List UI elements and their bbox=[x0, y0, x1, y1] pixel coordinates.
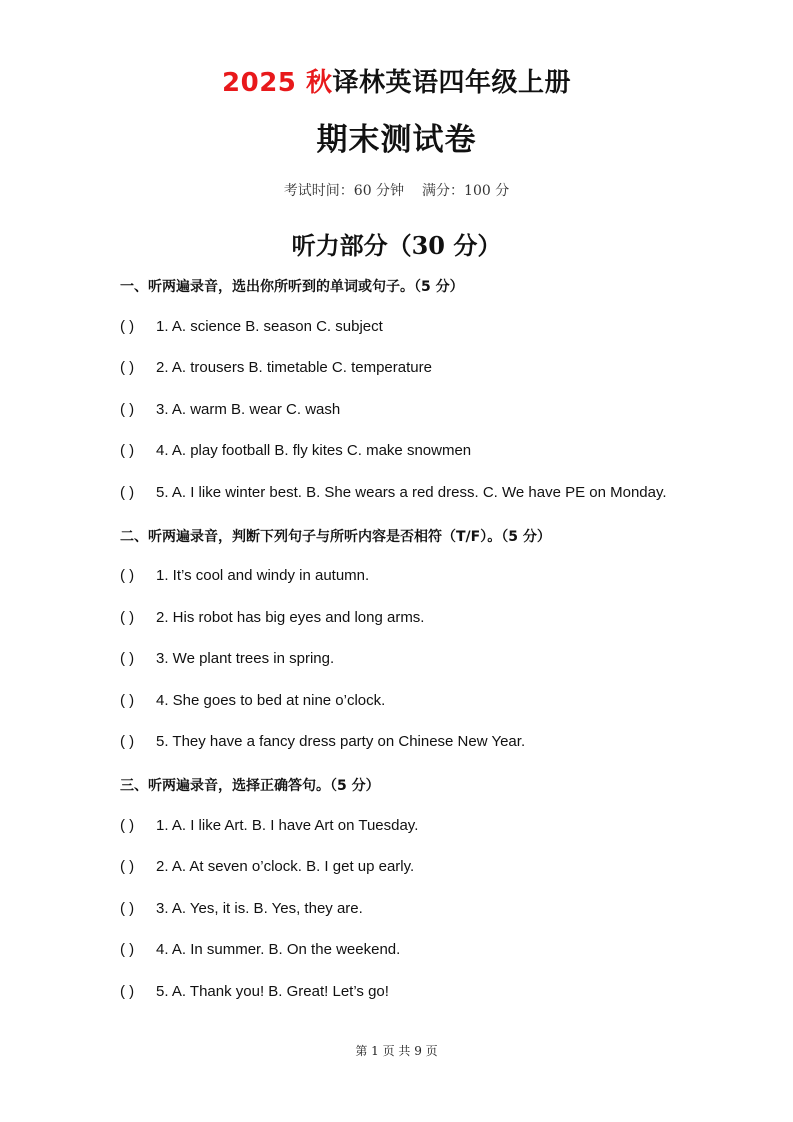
answer-bracket: ( ) bbox=[120, 442, 135, 459]
answer-bracket: ( ) bbox=[120, 567, 135, 584]
question-item bbox=[120, 401, 340, 418]
exam-info bbox=[0, 180, 793, 200]
question-item bbox=[120, 817, 418, 834]
question-text: 5. A. I like winter best. B. She wears a red dress. C. We have PE on Monday. bbox=[156, 484, 667, 501]
question-item bbox=[120, 650, 334, 667]
exam-title bbox=[0, 62, 793, 99]
question-item bbox=[120, 567, 369, 584]
part3-heading: 三、听两遍录音，选择正确答句。（5 分） bbox=[120, 778, 380, 794]
question-item bbox=[120, 900, 363, 917]
question-text: 2. A. At seven o’clock. B. I get up early. bbox=[156, 858, 415, 875]
exam-title-subject: 译林英语四年级上册 bbox=[332, 68, 571, 98]
question-item bbox=[120, 858, 414, 875]
question-text: 2. His robot has big eyes and long arms. bbox=[156, 609, 425, 626]
answer-bracket: ( ) bbox=[120, 650, 135, 667]
question-text: 4. A. In summer. B. On the weekend. bbox=[156, 941, 401, 958]
question-item bbox=[120, 609, 424, 626]
page-footer: 第 1 页 共 9 页 bbox=[355, 1044, 438, 1058]
question-text: 3. A. Yes, it is. B. Yes, they are. bbox=[156, 900, 363, 917]
question-item bbox=[120, 484, 667, 501]
question-item bbox=[120, 442, 471, 459]
question-text: 1. A. I like Art. B. I have Art on Tuesday. bbox=[156, 817, 419, 834]
question-text: 5. A. Thank you! B. Great! Let’s go! bbox=[156, 983, 389, 1000]
part1-heading: 一、听两遍录音，选出你所听到的单词或句子。（5 分） bbox=[120, 279, 464, 295]
answer-bracket: ( ) bbox=[120, 484, 135, 501]
question-text: 4. A. play football B. fly kites C. make snowmen bbox=[156, 442, 472, 459]
question-item bbox=[120, 318, 383, 335]
question-item bbox=[120, 733, 525, 750]
exam-score: 满分：100 分 bbox=[422, 183, 510, 199]
answer-bracket: ( ) bbox=[120, 900, 135, 917]
answer-bracket: ( ) bbox=[120, 609, 135, 626]
question-text: 2. A. trousers B. timetable C. temperature bbox=[156, 359, 432, 376]
part2-heading: 二、听两遍录音，判断下列句子与所听内容是否相符（T/F）。（5 分） bbox=[120, 529, 551, 545]
question-text: 3. We plant trees in spring. bbox=[156, 650, 335, 667]
exam-time: 考试时间：60 分钟 bbox=[283, 183, 405, 199]
answer-bracket: ( ) bbox=[120, 401, 135, 418]
question-item bbox=[120, 692, 385, 709]
answer-bracket: ( ) bbox=[120, 941, 135, 958]
exam-subtitle: 期末测试卷 bbox=[316, 122, 477, 158]
answer-bracket: ( ) bbox=[120, 318, 135, 335]
question-item bbox=[120, 941, 400, 958]
question-item bbox=[120, 983, 389, 1000]
question-text: 4. She goes to bed at nine o’clock. bbox=[156, 692, 386, 709]
section-title: 听力部分（30 分） bbox=[291, 231, 502, 260]
exam-title-year: 2025 秋 bbox=[222, 68, 333, 98]
question-text: 1. It’s cool and windy in autumn. bbox=[156, 567, 370, 584]
question-text: 3. A. warm B. wear C. wash bbox=[156, 401, 341, 418]
answer-bracket: ( ) bbox=[120, 692, 135, 709]
answer-bracket: ( ) bbox=[120, 359, 135, 376]
answer-bracket: ( ) bbox=[120, 983, 135, 1000]
answer-bracket: ( ) bbox=[120, 858, 135, 875]
question-text: 5. They have a fancy dress party on Chinese New Year. bbox=[156, 733, 526, 750]
question-text: 1. A. science B. season C. subject bbox=[156, 318, 383, 335]
answer-bracket: ( ) bbox=[120, 817, 135, 834]
answer-bracket: ( ) bbox=[120, 733, 135, 750]
question-item bbox=[120, 359, 432, 376]
